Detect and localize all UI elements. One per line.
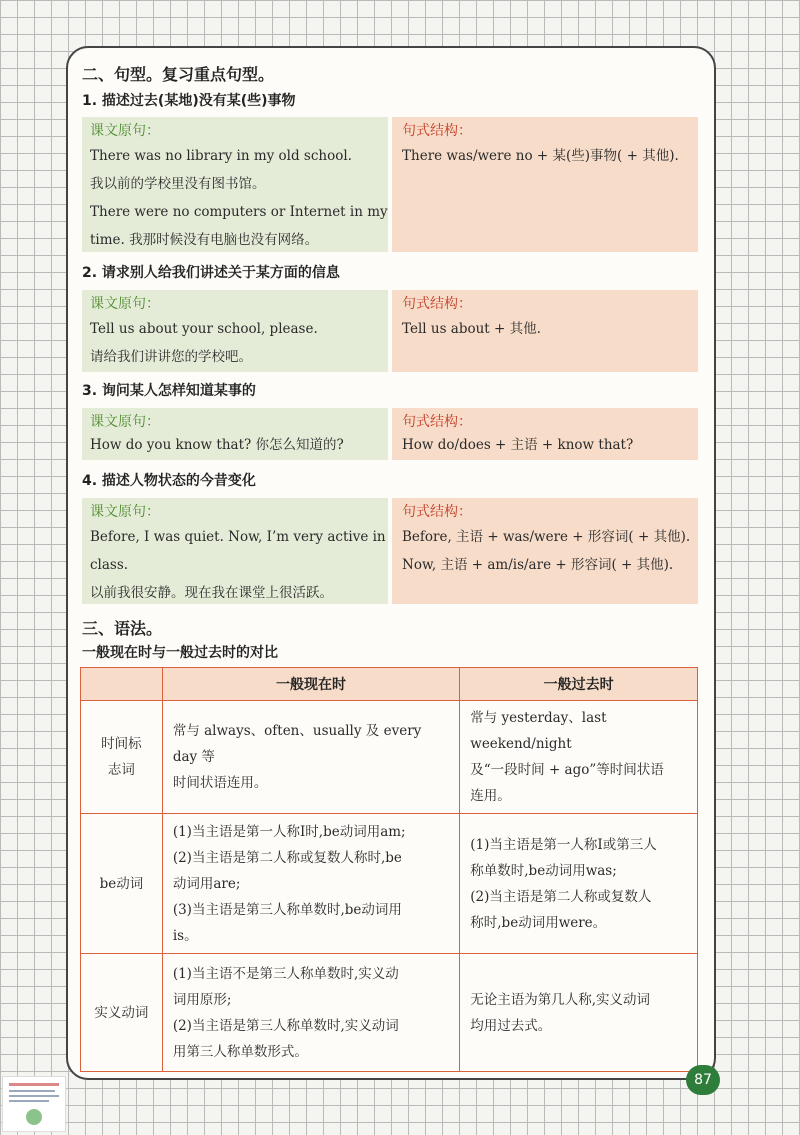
table-header-cell: 一般现在时 — [162, 668, 459, 701]
grammar-table — [80, 667, 698, 1072]
item1-original-line: 我以前的学校里没有图书馆。 — [90, 176, 266, 192]
item3-label-original: 课文原句： — [90, 414, 160, 430]
table-header-row — [81, 668, 698, 701]
present-cell — [162, 701, 459, 814]
cell-line: (2)当主语是第二人称或复数人 — [470, 888, 652, 905]
cell-line: (2)当主语是第二人称或复数人称时,be — [172, 849, 402, 866]
row-head-line: 志词 — [107, 762, 135, 778]
item1-original-box — [82, 117, 388, 252]
item1-original-line: time. 我那时候没有电脑也没有网络。 — [90, 232, 319, 248]
cell-line: 均用过去式。 — [470, 1017, 552, 1034]
table-row — [81, 954, 698, 1072]
item4-original-line: 以前我很安静。现在我在课堂上很活跃。 — [90, 585, 333, 601]
cell-line: (1)当主语不是第三人称单数时,实义动 — [172, 965, 399, 982]
row-head-cell — [81, 701, 163, 814]
stamp-graphic — [3, 1077, 65, 1131]
table-header-cell — [81, 668, 163, 701]
cell-line: (1)当主语是第一人称I或第三人 — [470, 836, 657, 853]
item2-original-line: 请给我们讲讲您的学校吧。 — [90, 349, 252, 365]
item1-original-line: There were no computers or Internet in my — [90, 204, 388, 220]
item2-structure-box — [392, 290, 698, 372]
cell-line: 及“一段时间 + ago”等时间状语 — [470, 762, 664, 778]
item4-structure-line: Now, 主语 + am/is/are + 形容词( + 其他). — [402, 557, 674, 573]
cell-line: (1)当主语是第一人称I时,be动词用am; — [172, 823, 406, 840]
item1-label-original: 课文原句： — [90, 123, 160, 139]
past-cell — [460, 701, 698, 814]
cell-line: 称时,be动词用were。 — [470, 914, 607, 931]
item2-label-original: 课文原句： — [90, 296, 160, 312]
cell-line: 时间状语连用。 — [172, 775, 268, 791]
cell-line: (3)当主语是第三人称单数时,be动词用 — [172, 901, 402, 918]
cell-line: 用第三人称单数形式。 — [172, 1043, 308, 1060]
item1-structure-box — [392, 117, 698, 252]
item1-original-line: There was no library in my old school. — [90, 148, 352, 164]
item2-heading: 2. 请求别人给我们讲述关于某方面的信息 — [82, 265, 340, 281]
item4-original-line: class. — [90, 557, 129, 573]
cell-line: 动词用are; — [172, 875, 241, 892]
item4-label-original: 课文原句： — [90, 504, 160, 520]
item1-heading: 1. 描述过去(某地)没有某(些)事物 — [82, 93, 296, 109]
item3-original-box — [82, 408, 388, 460]
section3-subtitle: 一般现在时与一般过去时的对比 — [82, 645, 278, 661]
row-head-cell — [81, 954, 163, 1072]
item2-original-box — [82, 290, 388, 372]
row-head-cell — [81, 814, 163, 954]
item4-original-box — [82, 498, 388, 604]
cell-line: 连用。 — [470, 788, 511, 804]
past-cell — [460, 954, 698, 1072]
section3-title: 三、语法。 — [82, 619, 163, 638]
item4-structure-line: Before, 主语 + was/were + 形容词( + 其他). — [402, 529, 691, 545]
present-cell — [162, 954, 459, 1072]
row-head-line: 时间标 — [101, 736, 142, 752]
item1-label-structure: 句式结构： — [402, 123, 472, 139]
item4-structure-box — [392, 498, 698, 604]
cell-line: (2)当主语是第三人称单数时,实义动词 — [172, 1017, 399, 1034]
row-head-line: 实义动词 — [94, 1004, 149, 1021]
item4-original-line: Before, I was quiet. Now, I’m very active in — [90, 529, 386, 545]
item3-structure-line: How do/does + 主语 + know that? — [402, 437, 634, 453]
cell-line: 称单数时,be动词用was; — [470, 862, 617, 879]
item4-heading: 4. 描述人物状态的今昔变化 — [82, 473, 256, 489]
item4-label-structure: 句式结构： — [402, 504, 472, 520]
table-header-cell: 一般过去时 — [460, 668, 698, 701]
item3-label-structure: 句式结构： — [402, 414, 472, 430]
item3-heading: 3. 询问某人怎样知道某事的 — [82, 383, 256, 399]
past-cell — [460, 814, 698, 954]
item3-original-line: How do you know that? 你怎么知道的? — [90, 437, 344, 453]
cell-line: 常与 always、often、usually 及 every day 等 — [172, 723, 422, 765]
row-head-line: be动词 — [99, 875, 144, 892]
section2-title: 二、句型。复习重点句型。 — [82, 65, 275, 84]
item2-original-line: Tell us about your school, please. — [90, 321, 318, 337]
item2-structure-line: Tell us about + 其他. — [402, 321, 541, 337]
cell-line: 常与 yesterday、last weekend/night — [470, 710, 607, 752]
table-row — [81, 814, 698, 954]
item1-structure-line: There was/were no + 某(些)事物( + 其他). — [402, 148, 679, 164]
page-number: 87 — [686, 1065, 720, 1095]
table-row — [81, 701, 698, 814]
corner-stamp — [2, 1076, 66, 1132]
cell-line: 词用原形; — [172, 991, 232, 1008]
item2-label-structure: 句式结构： — [402, 296, 472, 312]
item3-structure-box — [392, 408, 698, 460]
cell-line: is。 — [172, 927, 198, 944]
cell-line: 无论主语为第几人称,实义动词 — [470, 991, 651, 1008]
present-cell — [162, 814, 459, 954]
